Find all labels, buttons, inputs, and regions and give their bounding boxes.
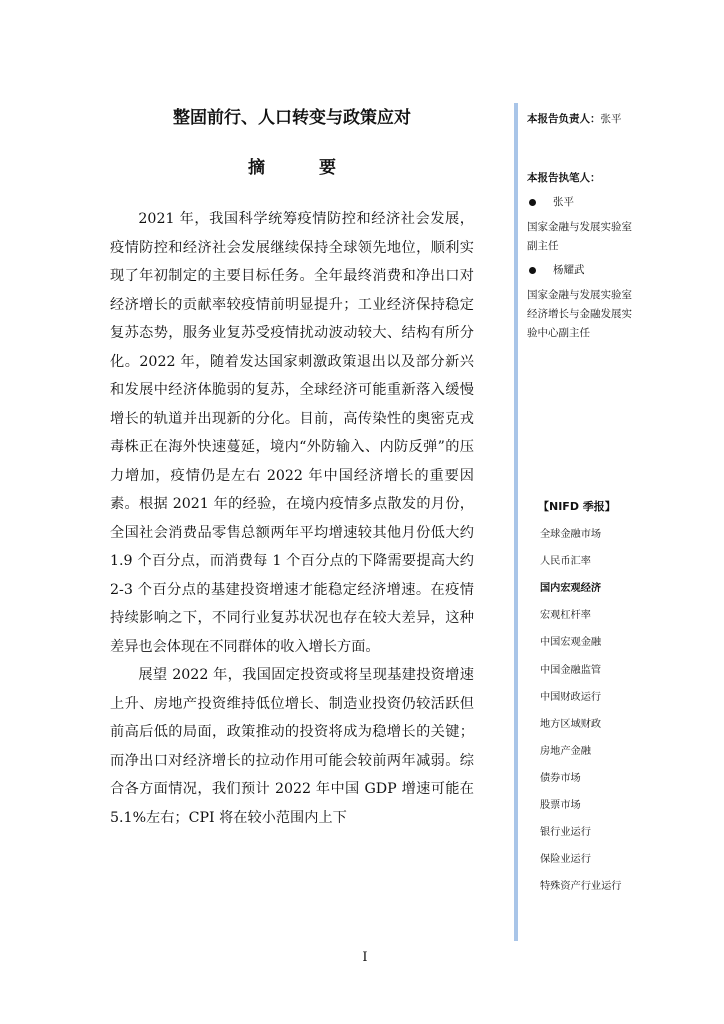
author-affiliation-line: 国家金融与发展实验室 — [527, 221, 632, 233]
report-title: 整固前行、人口转变与政策应对 — [173, 108, 411, 128]
responsible-label: 本报告负责人： — [527, 113, 601, 125]
author-affiliation-line: 国家金融与发展实验室 — [527, 289, 632, 301]
authors-label: 本报告执笔人： — [527, 172, 601, 184]
abstract-heading: 摘 要 — [248, 158, 360, 178]
nav-item[interactable]: 中国财政运行 — [540, 691, 602, 703]
nav-item[interactable]: 保险业运行 — [540, 854, 591, 866]
author-name: 杨耀武 — [553, 264, 585, 276]
abstract-body — [110, 205, 474, 832]
bullet-icon — [529, 267, 536, 274]
nav-item[interactable]: 中国宏观金融 — [540, 637, 602, 649]
responsible-name: 张平 — [600, 113, 622, 125]
nav-item[interactable]: 中国金融监管 — [540, 664, 602, 676]
nav-item[interactable]: 房地产金融 — [540, 745, 591, 757]
nav-item[interactable]: 债券市场 — [540, 772, 581, 784]
nav-item[interactable]: 宏观杠杆率 — [540, 610, 591, 622]
abstract-paragraph-2: 展望 2022 年，我国固定投资或将呈现基建投资增速上升、房地产投资维持低位增长、制造业投资仍较活跃但前高后低的局面，政策推动的投资将成为稳增长的关键；而净出口对经济增长的拉动作用可能会较前两年减弱。综合各方面情况，我们预计 2022 年中国 GDP 增速可能在 5.1%左右；CPI 将在较小范围内上下 — [110, 667, 474, 826]
responsible-line — [527, 111, 622, 126]
nav-item[interactable]: 特殊资产行业运行 — [540, 881, 622, 893]
author-affiliation-line: 副主任 — [527, 240, 559, 252]
nav-item[interactable]: 股票市场 — [540, 800, 581, 811]
author-affiliation-line: 经济增长与金融发展实 — [527, 308, 632, 320]
nav-item[interactable]: 全球金融市场 — [540, 529, 602, 540]
nav-item[interactable]: 银行业运行 — [540, 827, 591, 839]
nifd-nav-title: 【NIFD 季报】 — [538, 500, 616, 513]
nav-item[interactable]: 地方区域财政 — [540, 718, 602, 730]
nav-item[interactable]: 人民币汇率 — [540, 556, 591, 568]
page-number: I — [362, 950, 368, 965]
sidebar-divider-bar — [514, 103, 518, 941]
nav-item[interactable]: 国内宏观经济 — [540, 583, 602, 595]
author-affiliation-line: 验中心副主任 — [527, 327, 590, 339]
author-name: 张平 — [553, 196, 574, 208]
bullet-icon — [529, 199, 536, 206]
abstract-paragraph-1: 2021 年，我国科学统筹疫情防控和经济社会发展，疫情防控和经济社会发展继续保持全球领先地位，顺利实现了年初制定的主要目标任务。全年最终消费和净出口对经济增长的贡献率较疫情前明显提升；工业经济保持稳定复苏态势，服务业复苏受疫情扰动波动较大、结构有所分化。2022 年，随着发达国家刺激政策退出以及部分新兴和发展中经济体脆弱的复苏，全球经济可能重新落入缓慢增长的轨道并出现新的分化。目前，高传染性的奥密克戎毒株正在海外快速蔓延，境内“外防输入、内防反弹”的压力增加，疫情仍是左右 2022 年中国经济增长的重要因素。根据 2021 年的经验，在境内疫情多点散发的月份，全国社会消费品零售总额两年平均增速较其他月份低大约 1.9 个百分点，而消费每 1 个百分点的下降需要提高大约 2-3 个百分点的基建投资增速才能稳定经济增速。在疫情持续影响之下，不同行业复苏状况也存在较大差异，这种差异也会体现在不同群体的收入增长方面。 — [110, 211, 474, 655]
